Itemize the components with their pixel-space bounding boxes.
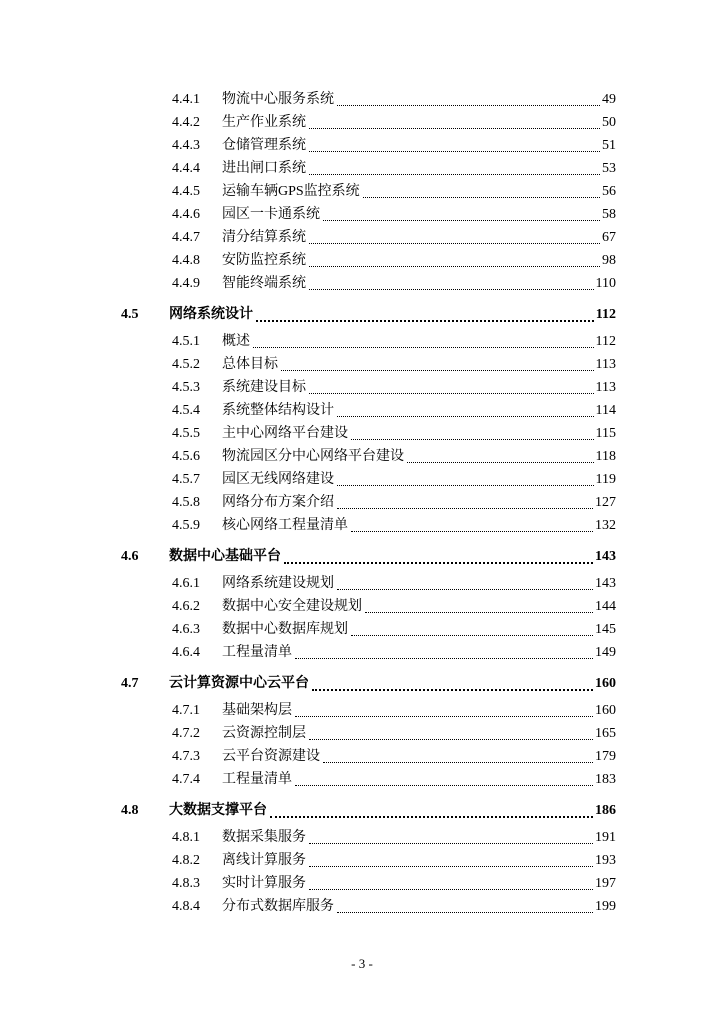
toc-entry-number: 4.6.2	[172, 599, 200, 614]
toc-subsection-entry[interactable]	[0, 400, 724, 422]
toc-entry-page: 113	[595, 354, 616, 376]
toc-entry-page: 191	[594, 827, 616, 849]
toc-entry-title: 数据中心安全建设规划	[222, 599, 362, 614]
toc-entry-title: 智能终端系统	[222, 276, 306, 291]
toc-subsection-entry[interactable]	[0, 158, 724, 180]
toc-entry-page: 143	[594, 546, 616, 568]
toc-section-entry[interactable]	[0, 800, 724, 822]
toc-subsection-entry[interactable]	[0, 89, 724, 111]
toc-subsection-entry[interactable]	[0, 135, 724, 157]
toc-subsection-entry[interactable]	[0, 227, 724, 249]
toc-entry-number: 4.4.3	[172, 138, 200, 153]
toc-entry-page: 58	[601, 204, 616, 226]
toc-subsection-entry[interactable]	[0, 515, 724, 537]
toc-subsection-entry[interactable]	[0, 896, 724, 918]
toc-entry-number: 4.7.2	[172, 726, 200, 741]
toc-entry-number: 4.4.7	[172, 230, 200, 245]
toc-entry-number: 4.7.3	[172, 749, 200, 764]
toc-entry-page: 115	[595, 423, 616, 445]
toc-section-entry[interactable]	[0, 673, 724, 695]
toc-entry-title: 数据中心数据库规划	[222, 622, 348, 637]
toc-section-entry[interactable]	[0, 546, 724, 568]
toc-entry-page: 50	[601, 112, 616, 134]
toc-subsection-entry[interactable]	[0, 746, 724, 768]
toc-dot-leader	[309, 242, 600, 244]
toc-entry-page: 56	[601, 181, 616, 203]
toc-dot-leader	[309, 173, 600, 175]
toc-entry-title: 大数据支撑平台	[169, 803, 267, 818]
toc-dot-leader	[309, 288, 594, 290]
toc-subsection-entry[interactable]	[0, 112, 724, 134]
toc-entry-title: 工程量清单	[222, 772, 292, 787]
toc-entry-number: 4.7.4	[172, 772, 200, 787]
toc-dot-leader	[309, 392, 594, 394]
toc-dot-leader	[337, 484, 594, 486]
toc-subsection-entry[interactable]	[0, 769, 724, 791]
toc-subsection-entry[interactable]	[0, 273, 724, 295]
toc-entry-number: 4.4.1	[172, 92, 200, 107]
toc-entry-title: 网络系统设计	[169, 307, 253, 322]
toc-entry-page: 98	[601, 250, 616, 272]
toc-entry-title: 工程量清单	[222, 645, 292, 660]
toc-dot-leader	[337, 507, 593, 509]
toc-entry-title: 安防监控系统	[222, 253, 306, 268]
toc-dot-leader	[284, 561, 593, 564]
toc-entry-number: 4.7	[121, 676, 139, 691]
toc-dot-leader	[351, 530, 593, 532]
toc-entry-page: 193	[594, 850, 616, 872]
toc-dot-leader	[309, 865, 593, 867]
toc-entry-page: 118	[595, 446, 616, 468]
toc-entry-page: 183	[594, 769, 616, 791]
toc-entry-number: 4.5.7	[172, 472, 200, 487]
toc-entry-title: 运输车辆GPS监控系统	[222, 184, 360, 199]
toc-entry-title: 物流园区分中心网络平台建设	[222, 449, 404, 464]
toc-entry-title: 系统整体结构设计	[222, 403, 334, 418]
page-number: - 3 -	[351, 956, 373, 971]
toc-entry-number: 4.8	[121, 803, 139, 818]
toc-dot-leader	[295, 657, 593, 659]
toc-entry-number: 4.4.4	[172, 161, 200, 176]
toc-entry-page: 114	[595, 400, 616, 422]
toc-subsection-entry[interactable]	[0, 573, 724, 595]
toc-entry-page: 113	[595, 377, 616, 399]
toc-entry-page: 53	[601, 158, 616, 180]
toc-entry-number: 4.4.2	[172, 115, 200, 130]
toc-subsection-entry[interactable]	[0, 596, 724, 618]
toc-entry-number: 4.5	[121, 307, 139, 322]
toc-entry-number: 4.4.9	[172, 276, 200, 291]
toc-entry-title: 园区一卡通系统	[222, 207, 320, 222]
toc-entry-page: 144	[594, 596, 616, 618]
toc-entry-title: 云平台资源建设	[222, 749, 320, 764]
toc-entry-title: 数据中心基础平台	[169, 549, 281, 564]
toc-entry-page: 112	[595, 304, 616, 326]
toc-entry-page: 110	[595, 273, 616, 295]
toc-entry-number: 4.7.1	[172, 703, 200, 718]
toc-dot-leader	[270, 815, 593, 818]
toc-entry-number: 4.8.4	[172, 899, 200, 914]
toc-entry-number: 4.8.2	[172, 853, 200, 868]
toc-entry-title: 系统建设目标	[222, 380, 306, 395]
toc-subsection-entry[interactable]	[0, 331, 724, 353]
toc-entry-title: 总体目标	[222, 357, 278, 372]
toc-entry-title: 实时计算服务	[222, 876, 306, 891]
toc-dot-leader	[337, 104, 600, 106]
toc-entry-title: 网络系统建设规划	[222, 576, 334, 591]
toc-subsection-entry[interactable]	[0, 873, 724, 895]
toc-dot-leader	[309, 265, 600, 267]
toc-subsection-entry[interactable]	[0, 181, 724, 203]
toc-entry-title: 基础架构层	[222, 703, 292, 718]
toc-entry-page: 143	[594, 573, 616, 595]
toc-subsection-entry[interactable]	[0, 723, 724, 745]
toc-entry-title: 分布式数据库服务	[222, 899, 334, 914]
toc-dot-leader	[253, 346, 594, 348]
toc-dot-leader	[309, 888, 593, 890]
toc-entry-page: 49	[601, 89, 616, 111]
toc-entry-number: 4.5.2	[172, 357, 200, 372]
toc-entry-number: 4.6.4	[172, 645, 200, 660]
toc-dot-leader	[337, 588, 593, 590]
toc-entry-title: 物流中心服务系统	[222, 92, 334, 107]
toc-dot-leader	[365, 611, 593, 613]
toc-entry-number: 4.5.4	[172, 403, 200, 418]
toc-subsection-entry[interactable]	[0, 423, 724, 445]
toc-subsection-entry[interactable]	[0, 377, 724, 399]
toc-entry-page: 186	[594, 800, 616, 822]
toc-entry-number: 4.5.3	[172, 380, 200, 395]
toc-entry-page: 132	[594, 515, 616, 537]
toc-entry-title: 概述	[222, 334, 250, 349]
toc-entry-number: 4.6.1	[172, 576, 200, 591]
toc-entry-page: 160	[594, 673, 616, 695]
toc-entry-title: 园区无线网络建设	[222, 472, 334, 487]
toc-entry-page: 51	[601, 135, 616, 157]
toc-entry-title: 进出闸口系统	[222, 161, 306, 176]
toc-dot-leader	[309, 842, 593, 844]
toc-entry-page: 149	[594, 642, 616, 664]
toc-subsection-entry[interactable]	[0, 354, 724, 376]
toc-entry-number: 4.4.5	[172, 184, 200, 199]
toc-entry-page: 165	[594, 723, 616, 745]
toc-entry-title: 网络分布方案介绍	[222, 495, 334, 510]
toc-entry-number: 4.6.3	[172, 622, 200, 637]
toc-entry-title: 清分结算系统	[222, 230, 306, 245]
toc-entry-title: 核心网络工程量清单	[222, 518, 348, 533]
toc-entry-title: 数据采集服务	[222, 830, 306, 845]
toc-entry-title: 仓储管理系统	[222, 138, 306, 153]
toc-subsection-entry[interactable]	[0, 642, 724, 664]
toc-dot-leader	[407, 461, 594, 463]
toc-dot-leader	[309, 127, 600, 129]
toc-dot-leader	[309, 738, 593, 740]
toc-entry-number: 4.5.1	[172, 334, 200, 349]
toc-entry-page: 67	[601, 227, 616, 249]
toc-entry-page: 199	[594, 896, 616, 918]
toc-dot-leader	[323, 219, 600, 221]
toc-subsection-entry[interactable]	[0, 446, 724, 468]
toc-entry-page: 145	[594, 619, 616, 641]
toc-dot-leader	[309, 150, 600, 152]
toc-dot-leader	[256, 319, 594, 322]
toc-dot-leader	[312, 688, 593, 691]
toc-entry-number: 4.5.5	[172, 426, 200, 441]
toc-dot-leader	[295, 784, 593, 786]
toc-subsection-entry[interactable]	[0, 700, 724, 722]
toc-entry-title: 生产作业系统	[222, 115, 306, 130]
toc-subsection-entry[interactable]	[0, 827, 724, 849]
toc-entry-page: 160	[594, 700, 616, 722]
toc-dot-leader	[323, 761, 593, 763]
toc-entry-number: 4.5.6	[172, 449, 200, 464]
toc-dot-leader	[281, 369, 594, 371]
toc-entry-page: 197	[594, 873, 616, 895]
toc-dot-leader	[351, 634, 593, 636]
toc-dot-leader	[363, 196, 600, 198]
toc-entry-page: 112	[595, 331, 616, 353]
toc-entry-number: 4.4.6	[172, 207, 200, 222]
toc-subsection-entry[interactable]	[0, 250, 724, 272]
toc-entry-title: 离线计算服务	[222, 853, 306, 868]
toc-entry-number: 4.8.1	[172, 830, 200, 845]
toc-entry-title: 主中心网络平台建设	[222, 426, 348, 441]
toc-dot-leader	[351, 438, 594, 440]
toc-entry-number: 4.5.9	[172, 518, 200, 533]
toc-section-entry[interactable]	[0, 304, 724, 326]
toc-subsection-entry[interactable]	[0, 469, 724, 491]
toc-entry-number: 4.5.8	[172, 495, 200, 510]
toc-dot-leader	[337, 415, 594, 417]
toc-entry-number: 4.6	[121, 549, 139, 564]
toc-subsection-entry[interactable]	[0, 619, 724, 641]
toc-entry-page: 179	[594, 746, 616, 768]
toc-entry-title: 云计算资源中心云平台	[169, 676, 309, 691]
toc-entry-number: 4.8.3	[172, 876, 200, 891]
toc-dot-leader	[337, 911, 593, 913]
toc-subsection-entry[interactable]	[0, 492, 724, 514]
toc-subsection-entry[interactable]	[0, 204, 724, 226]
toc-entry-number: 4.4.8	[172, 253, 200, 268]
toc-dot-leader	[295, 715, 593, 717]
toc-entry-title: 云资源控制层	[222, 726, 306, 741]
toc-entry-page: 127	[594, 492, 616, 514]
toc-entry-page: 119	[595, 469, 616, 491]
toc-subsection-entry[interactable]	[0, 850, 724, 872]
